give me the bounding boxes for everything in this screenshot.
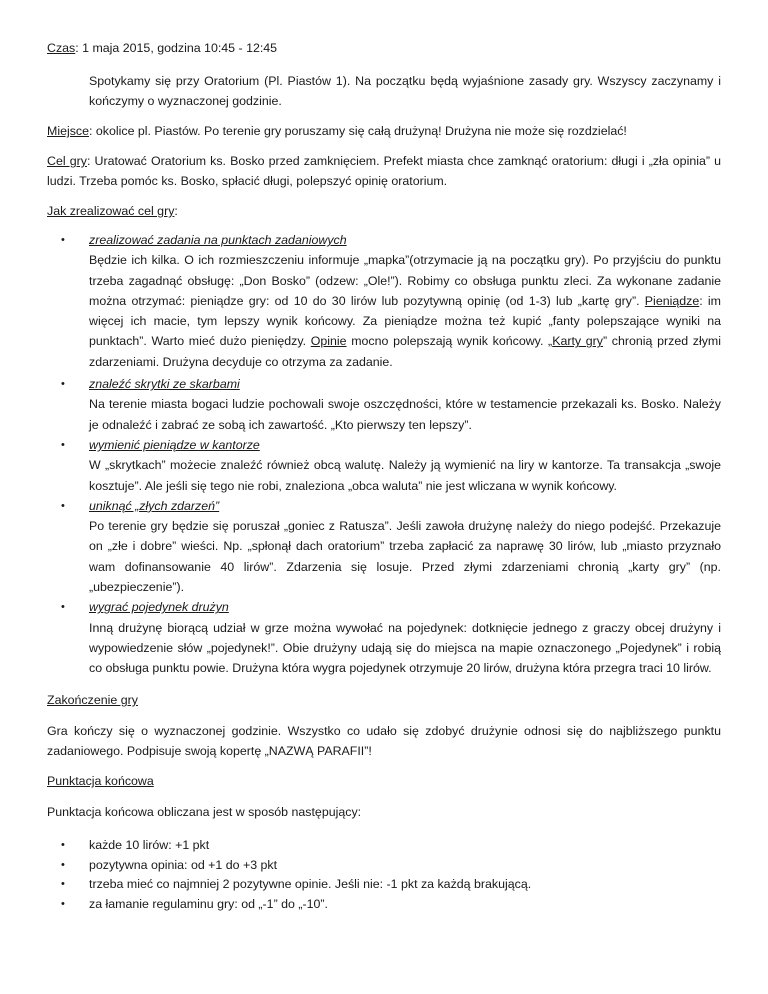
- task-title: wymienić pieniądze w kantorze: [89, 437, 260, 452]
- bullet-icon: •: [61, 438, 65, 451]
- task-text: mocno polepszają wynik końcowy. „: [346, 334, 553, 349]
- tasks-list: [47, 230, 721, 679]
- ending-heading-text: Zakończenie gry: [47, 693, 138, 707]
- goal-line: [47, 151, 721, 192]
- list-item: [47, 435, 721, 496]
- task-body: Po terenie gry będzie się poruszał „goniec z Ratusza”. Jeśli zawoła drużynę należy do niego podejść. Przekazuje on „złe i dobre” wieści. Np. „spłonął dach oratorium” trzeba zapłacić za naprawę 30 lirów, lub „miasto przyznało wam dofinansowanie 40 lirów”. Zdarzenia się losuje. Przed złymi zdarzeniami chronią „karty gry” (np. „ubezpieczenie”).: [89, 519, 721, 595]
- place-label: Miejsce: [47, 124, 89, 138]
- scoring-heading: [47, 771, 721, 791]
- how-colon: :: [174, 204, 178, 218]
- bullet-icon: •: [61, 378, 65, 391]
- goal-label: Cel gry: [47, 154, 87, 168]
- scoring-heading-text: Punktacja końcowa: [47, 774, 154, 788]
- task-title: znaleźć skrytki ze skarbami: [89, 377, 240, 392]
- list-item: [47, 496, 721, 597]
- task-title: wygrać pojedynek drużyn: [89, 600, 229, 615]
- list-item: [47, 875, 721, 895]
- task-text: ” chronią przed złymi zdarzeniami. Drużyna decyduje co otrzyma za zadanie.: [89, 334, 721, 369]
- bullet-icon: •: [61, 234, 65, 246]
- list-item: [47, 895, 721, 915]
- bullet-icon: •: [61, 839, 65, 851]
- task-body: Na terenie miasta bogaci ludzie pochowali swoje oszczędności, które w testamencie przekazali ks. Bosko. Należy je odnaleźć i zabrać ze sobą ich zawartość. „Kto pierwszy ten lepszy”.: [89, 397, 721, 432]
- time-label: Czas: [47, 41, 76, 55]
- list-item: [47, 230, 721, 372]
- list-item: [47, 374, 721, 435]
- bullet-icon: •: [61, 858, 65, 871]
- task-text: Będzie ich kilka. O ich rozmieszczeniu informuje „mapka”(otrzymacie ją na początku gry). Po przyjściu do punktu trzeba zagadnąć obsługę: „Don Bosko” (odzew: „Ole!”). Robimy co obsługa punktu zleci. Za wykonane zadanie można otrzymać: pieniądze gry: od 10 do 30 lirów lub pozytywną opinię (od 1-3) lub „kartę gry”.: [89, 253, 721, 308]
- scoring-item: każde 10 lirów: +1 pkt: [89, 838, 210, 852]
- bullet-icon: •: [61, 601, 65, 614]
- how-heading: [47, 201, 721, 221]
- task-body: W „skrytkach” możecie znaleźć również obcą walutę. Należy ją wymienić na liry w kantorze. Ta transakcja „swoje kosztuje”. Ale jeśli się tego nie robi, znaleziona „obca waluta” nie jest wliczana w wynik końcowy.: [89, 458, 721, 493]
- scoring-intro: Punktacja końcowa obliczana jest w sposób następujący:: [47, 805, 362, 819]
- place-value: : okolice pl. Piastów. Po terenie gry poruszamy się całą drużyną! Drużyna nie może się rozdzielać!: [89, 124, 627, 138]
- task-text: : im więcej ich macie, tym lepszy wynik końcowy. Za pieniądze można też kupić „fanty polepszające wyniki na punktach”. Warto mieć dużo pieniędzy.: [89, 293, 722, 349]
- time-value: : 1 maja 2015, godzina 10:45 - 12:45: [75, 41, 278, 55]
- term-opinions: Opinie: [310, 334, 347, 349]
- term-cards: Karty gry: [552, 334, 603, 349]
- task-body: [89, 250, 721, 372]
- goal-value: : Uratować Oratorium ks. Bosko przed zamknięciem. Prefekt miasta chce zamknąć oratorium: długi i „zła opinia” u ludzi. Trzeba pomóc ks. Bosko, spłacić długi, polepszyć opinię oratorium.: [47, 154, 721, 189]
- time-note: Spotykamy się przy Oratorium (Pl. Piastów 1). Na początku będą wyjaśnione zasady gry. Wszyscy zaczynamy i kończymy o wyznaczonej godzinie.: [89, 74, 721, 109]
- scoring-item: za łamanie regulaminu gry: od „-1” do „-10”.: [89, 896, 328, 911]
- scoring-list: [47, 836, 721, 914]
- term-money: Pieniądze: [644, 293, 700, 308]
- list-item: [47, 856, 721, 876]
- bullet-icon: •: [61, 499, 65, 512]
- list-item: [47, 597, 721, 678]
- time-line: [47, 38, 721, 58]
- bullet-icon: •: [61, 897, 65, 910]
- task-title: zrealizować zadania na punktach zadaniowych: [89, 233, 347, 247]
- scoring-item: pozytywna opinia: od +1 do +3 pkt: [89, 857, 278, 872]
- ending-heading: [47, 690, 721, 710]
- task-body: Inną drużynę biorącą udział w grze można wywołać na pojedynek: dotknięcie jednego z graczy obcej drużyny i wypowiedzenie słów „pojedynek!”. Obie drużyny udają się do miejsca na mapie oznaczonego „Pojedynek” i robią co obsługa punktu powie. Drużyna która wygra pojedynek otrzymuje 20 lirów, drużyna która przegra traci 10 lirów.: [89, 620, 721, 676]
- tasks-list-wrap: [47, 230, 721, 679]
- ending-text: Gra kończy się o wyznaczonej godzinie. Wszystko co udało się zdobyć drużynie odnosi się do najbliższego punktu zadaniowego. Podpisuje swoją kopertę „NAZWĄ PARAFII”!: [47, 724, 721, 759]
- task-title: uniknąć „złych zdarzeń”: [89, 498, 220, 513]
- scoring-item: trzeba mieć co najmniej 2 pozytywne opinie. Jeśli nie: -1 pkt za każdą brakującą.: [89, 877, 532, 891]
- place-line: [47, 121, 721, 141]
- bullet-icon: •: [61, 878, 65, 890]
- scoring-list-wrap: [47, 836, 721, 914]
- how-label: Jak zrealizować cel gry: [47, 204, 175, 218]
- list-item: [47, 836, 721, 856]
